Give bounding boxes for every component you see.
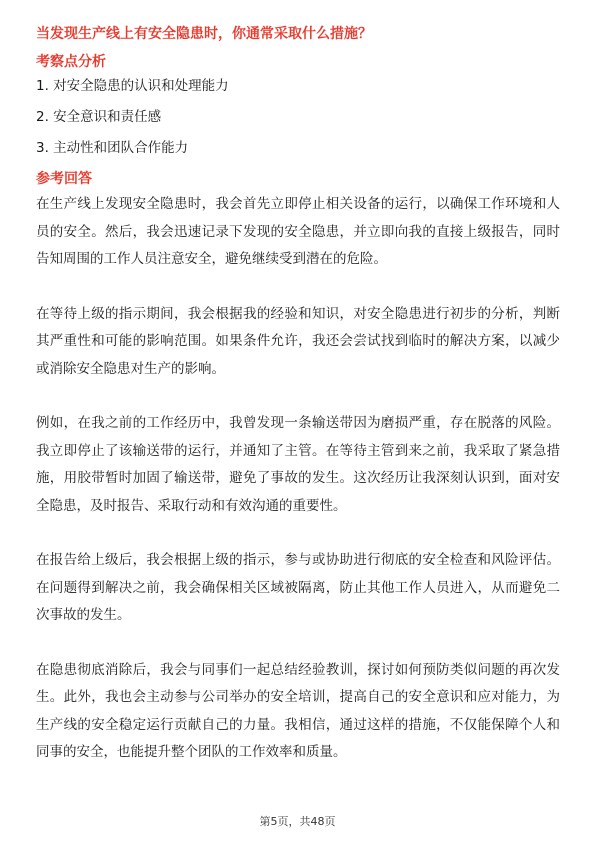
answer-paragraph: 在生产线上发现安全隐患时，我会首先立即停止相关设备的运行，以确保工作环境和人员的安全。然后，我会迅速记录下发现的安全隐患，并立即向我的直接上级报告，同时告知周围的工作人员注意安全，避免继续受到潜在的危险。 — [36, 196, 560, 267]
list-item: 2. 安全意识和责任感 — [36, 109, 162, 125]
answer-paragraph: 在等待上级的指示期间，我会根据我的经验和知识，对安全隐患进行初步的分析，判断其严重性和可能的影响范围。如果条件允许，我还会尝试找到临时的解决方案，以减少或消除安全隐患对生产的影响。 — [36, 305, 560, 377]
answer-heading: 参考回答 — [36, 171, 92, 187]
list-item: 1. 对安全隐患的认识和处理能力 — [36, 78, 229, 94]
answer-paragraph: 在报告给上级后，我会根据上级的指示，参与或协助进行彻底的安全检查和风险评估。在问题得到解决之前，我会确保相关区域被隔离，防止其他工作人员进入，从而避免二次事故的发生。 — [36, 552, 560, 623]
analysis-list — [36, 76, 560, 158]
analysis-heading: 考察点分析 — [36, 54, 106, 70]
question-heading: 当发现生产线上有安全隐患时，你通常采取什么措施？ — [36, 26, 372, 42]
list-item: 3. 主动性和团队合作能力 — [36, 140, 189, 156]
answer-paragraph: 在隐患彻底消除后，我会与同事们一起总结经验教训，探讨如何预防类似问题的再次发生。此外，我也会主动参与公司举办的安全培训，提高自己的安全意识和应对能力，为生产线的安全稳定运行贡献自己的力量。我相信，通过这样的措施，不仅能保障个人和同事的安全，也能提升整个团队的工作效率和质量。 — [36, 661, 560, 760]
answer-paragraph: 例如，在我之前的工作经历中，我曾发现一条输送带因为磨损严重，存在脱落的风险。我立即停止了该输送带的运行，并通知了主管。在等待主管到来之前，我采取了紧急措施，用胶带暂时加固了输送带，避免了事故的发生。这次经历让我深刻认识到，面对安全隐患，及时报告、采取行动和有效沟通的重要性。 — [36, 415, 560, 514]
answer-body — [36, 191, 560, 767]
page-number-footer: 第5页，共48页 — [259, 815, 336, 828]
page-content — [36, 24, 560, 767]
